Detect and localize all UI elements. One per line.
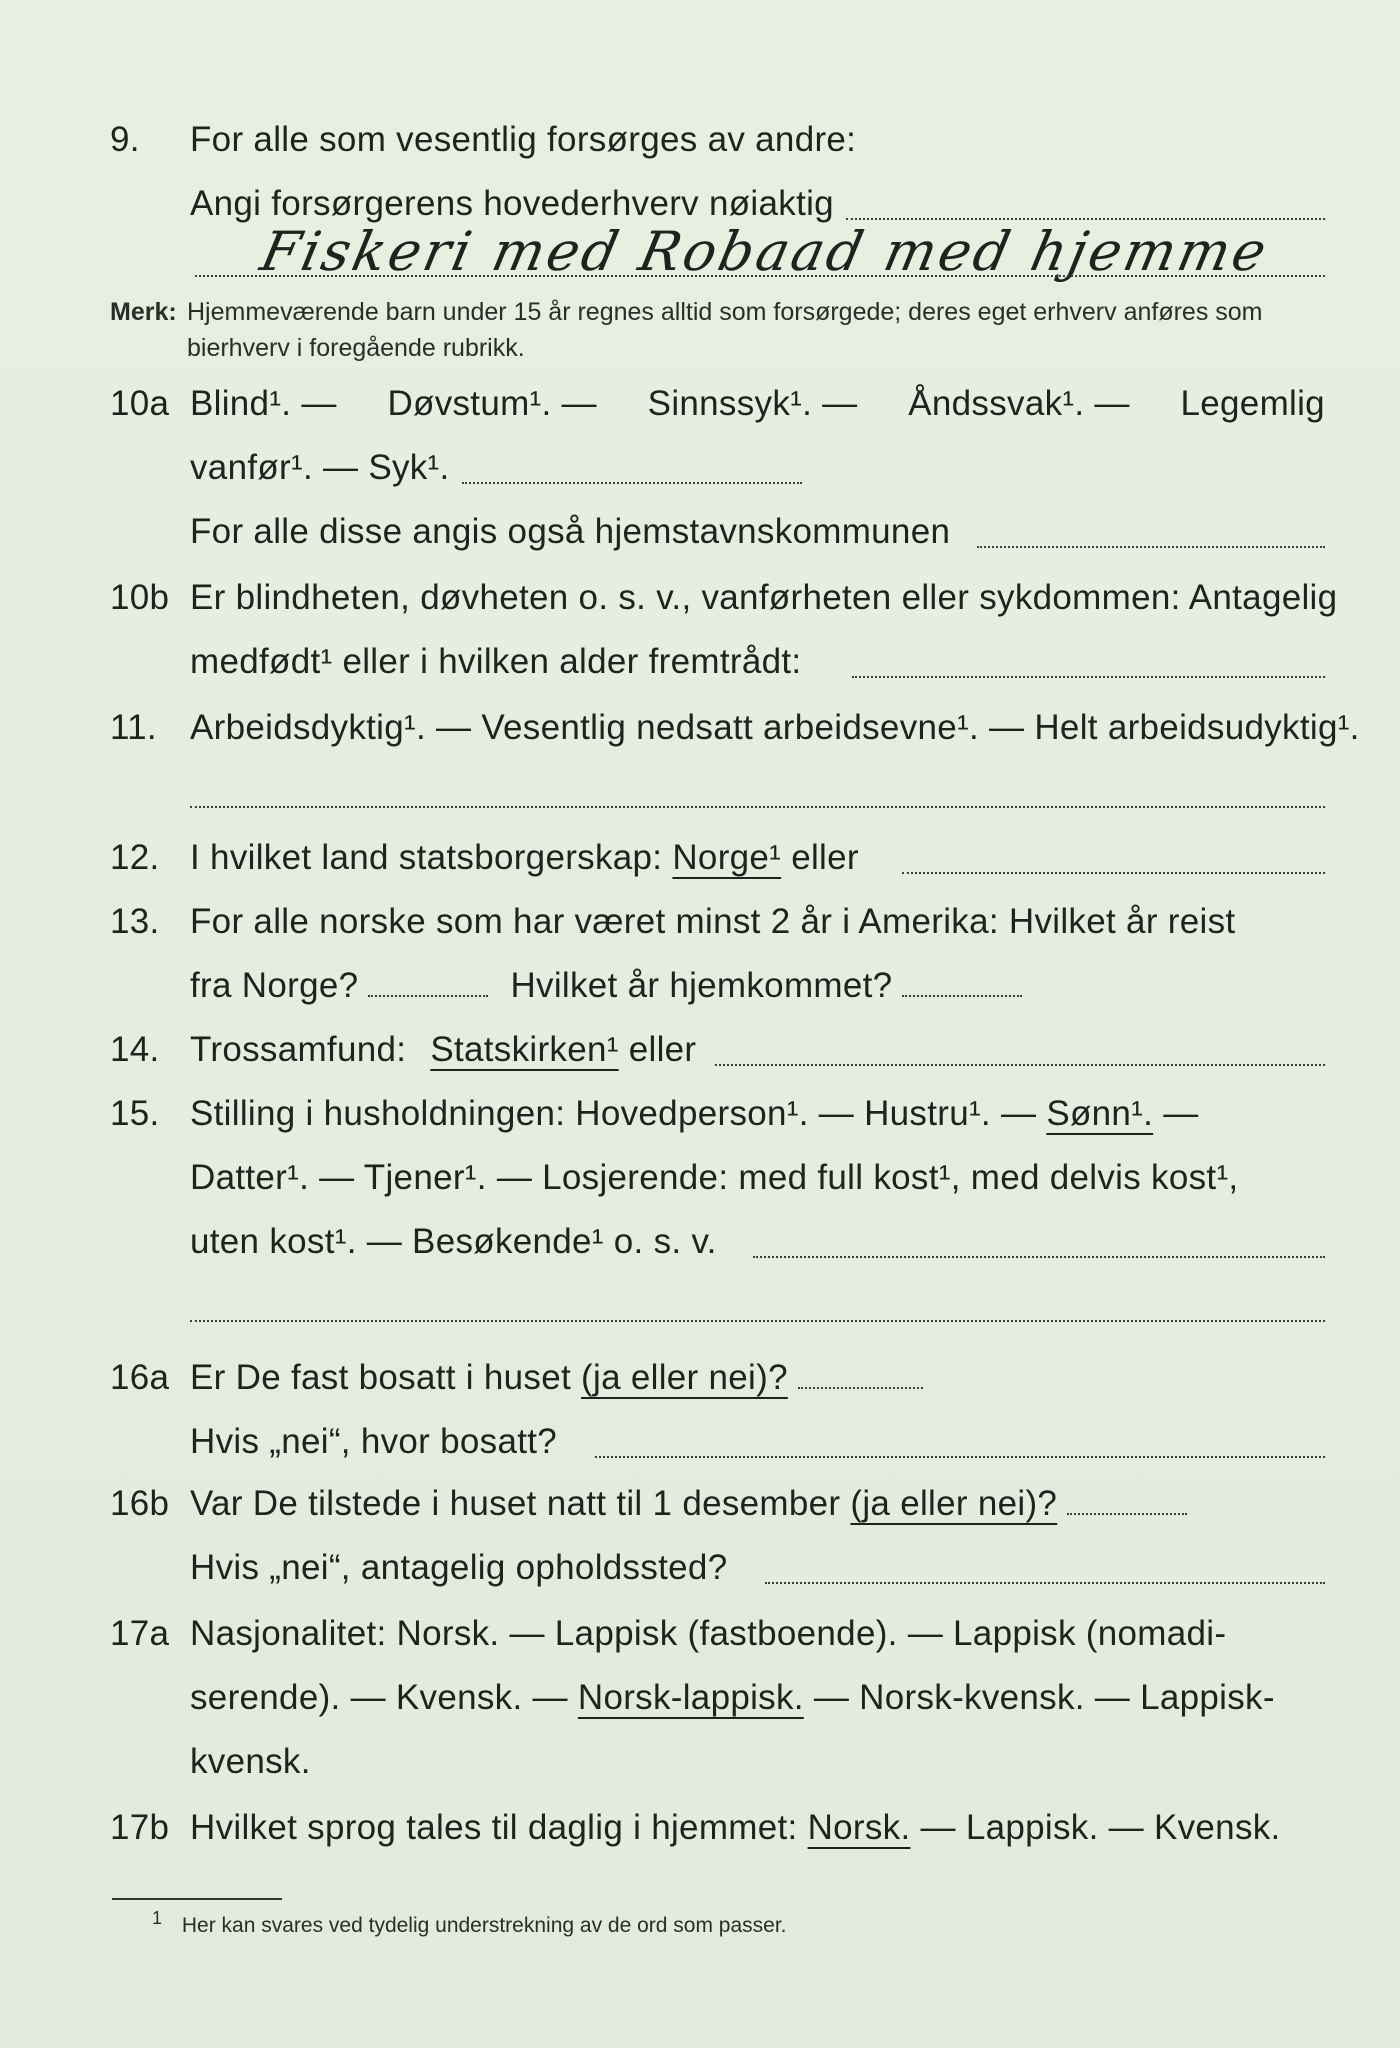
question-text: — Norsk-kvensk. — Lappisk- <box>813 1678 1275 1717</box>
question-text: Arbeidsdyktig¹. — Vesentlig nedsatt arbeidsevne¹. — Helt arbeidsudyktig¹. <box>190 708 1360 747</box>
question-number: 17b <box>110 1808 170 1847</box>
question-number: 16a <box>110 1358 170 1397</box>
question-text: Hvis „nei“, antagelig opholdssted? <box>190 1548 728 1587</box>
option-sinnssyk: Sinnssyk¹. — <box>647 384 858 423</box>
question-text: uten kost¹. — Besøkende¹ o. s. v. <box>190 1222 717 1261</box>
question-number: 10a <box>110 384 170 423</box>
question-number: 12. <box>110 838 160 877</box>
question-text: Hvilket år hjemkommet? <box>510 966 893 1005</box>
question-number: 10b <box>110 578 170 617</box>
answer-line[interactable] <box>902 872 1325 874</box>
option-andssvak: Åndssvak¹. — <box>908 384 1130 423</box>
underlined-answer: Norge¹ <box>672 838 782 877</box>
question-text: Er De fast bosatt i huset <box>190 1358 572 1397</box>
answer-line[interactable] <box>190 806 1325 808</box>
question-text: For alle som vesentlig forsørges av andre: <box>190 120 857 159</box>
answer-line[interactable] <box>977 546 1325 548</box>
underlined-answer: Sønn¹. <box>1046 1094 1154 1133</box>
question-text: For alle norske som har været minst 2 år i Amerika: Hvilket år reist <box>190 902 1236 941</box>
question-text: Trossamfund: <box>190 1030 407 1069</box>
question-text: For alle disse angis også hjemstavnskommunen <box>190 512 951 551</box>
answer-line[interactable] <box>852 676 1325 678</box>
question-text: eller <box>628 1030 697 1069</box>
answer-line[interactable] <box>753 1256 1325 1258</box>
question-text: Er blindheten, døvheten o. s. v., vanførheten eller sykdommen: Antagelig <box>190 578 1338 617</box>
footnote <box>152 1908 787 1938</box>
underlined-answer: (ja eller nei)? <box>850 1484 1058 1523</box>
question-text: Hvis „nei“, hvor bosatt? <box>190 1422 558 1461</box>
option-blind: Blind¹. — <box>190 384 337 423</box>
question-text: — Lappisk. — Kvensk. <box>920 1808 1281 1847</box>
option-dovstum: Døvstum¹. — <box>387 384 597 423</box>
footnote-rule <box>112 1898 282 1900</box>
underlined-answer: (ja eller nei)? <box>581 1358 788 1397</box>
question-text: — <box>1163 1094 1199 1133</box>
underlined-answer: Statskirken¹ <box>430 1030 619 1069</box>
handwritten-answer: Fiskeri med Robaad med hjemme <box>255 220 1275 283</box>
question-number: 11. <box>110 708 157 747</box>
question-text: vanfør¹. — Syk¹. <box>190 448 450 487</box>
question-text: I hvilket land statsborgerskap: <box>190 838 663 877</box>
footnote-mark: 1 <box>152 1908 163 1928</box>
question-text: Hvilket sprog tales til daglig i hjemmet: <box>190 1808 798 1847</box>
question-text: kvensk. <box>190 1742 311 1781</box>
footnote-text: Her kan svares ved tydelig understrekning av de ord som passer. <box>181 1914 787 1937</box>
answer-line[interactable] <box>1067 1512 1187 1515</box>
question-text: Nasjonalitet: Norsk. — Lappisk (fastboende). — Lappisk (nomadi- <box>190 1614 1227 1653</box>
answer-line[interactable] <box>798 1386 923 1389</box>
question-text: serende). — Kvensk. — <box>190 1678 568 1717</box>
answer-line[interactable] <box>715 1064 1325 1066</box>
option-legemlig: Legemlig <box>1180 384 1325 423</box>
question-text: Datter¹. — Tjener¹. — Losjerende: med full kost¹, med delvis kost¹, <box>190 1158 1239 1197</box>
question-text: Stilling i husholdningen: Hovedperson¹. — Hustru¹. — <box>190 1094 1037 1133</box>
question-options <box>190 372 1325 436</box>
question-text: Var De tilstede i huset natt til 1 desember <box>190 1484 841 1523</box>
question-text: eller <box>791 838 859 877</box>
underlined-answer: Norsk-lappisk. <box>577 1678 804 1717</box>
answer-line[interactable] <box>368 994 488 997</box>
question-number: 16b <box>110 1484 170 1523</box>
answer-line <box>195 275 1325 277</box>
question-number: 15. <box>110 1094 160 1133</box>
question-number: 17a <box>110 1614 170 1653</box>
question-text: medfødt¹ eller i hvilken alder fremtrådt: <box>190 642 802 681</box>
question-number: 13. <box>110 902 160 941</box>
question-text: fra Norge? <box>190 966 359 1005</box>
question-text: Angi forsørgerens hovederhverv nøiaktig <box>190 184 834 223</box>
answer-line[interactable] <box>595 1456 1325 1458</box>
underlined-answer: Norsk. <box>807 1808 911 1847</box>
note-text: Hjemmeværende barn under 15 år regnes alltid som forsørgede; deres eget erhverv anføres som bierhverv i foregående rubrikk. <box>187 298 1263 362</box>
answer-line[interactable] <box>902 994 1022 997</box>
question-number: 14. <box>110 1030 160 1069</box>
question-number: 9. <box>110 120 140 159</box>
answer-line[interactable] <box>765 1582 1325 1584</box>
answer-line[interactable] <box>190 1320 1325 1322</box>
answer-line[interactable] <box>462 482 802 484</box>
note-label: Merk: <box>110 298 177 326</box>
